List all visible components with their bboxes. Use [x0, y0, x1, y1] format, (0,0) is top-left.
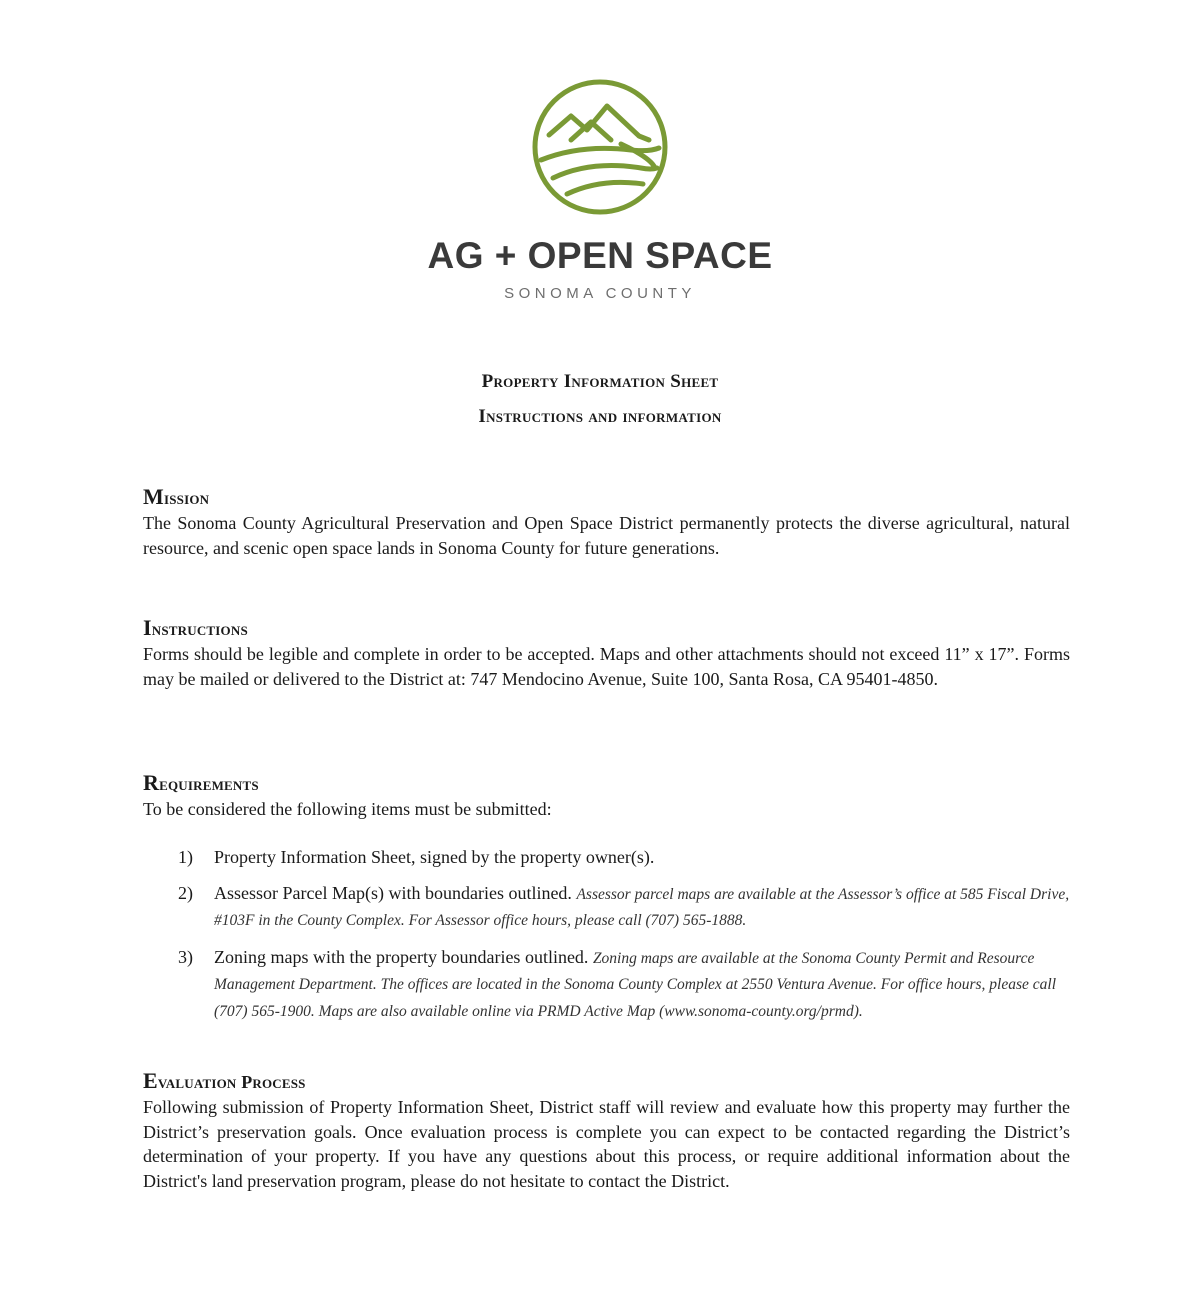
- hills-emblem-icon: [531, 78, 669, 216]
- mission-section: [143, 484, 1070, 560]
- list-number: 2): [178, 882, 193, 903]
- list-item-text: Property Information Sheet, signed by the property owner(s).: [214, 847, 655, 867]
- instructions-text: Forms should be legible and complete in order to be accepted. Maps and other attachments should not exceed 11” x 17”. Forms may be mailed or delivered to the District at: 747 Mendocino Avenue, Suite 100, Santa Rosa, CA 95401-4850.: [143, 644, 1070, 689]
- document-title-line1: Property Information Sheet: [481, 371, 719, 392]
- document-title-line2: Instructions and information: [478, 406, 722, 427]
- list-number: 3): [178, 946, 193, 967]
- evaluation-heading: Evaluation Process: [143, 1068, 306, 1093]
- requirements-list: [178, 845, 1073, 1035]
- mission-text: The Sonoma County Agricultural Preservation and Open Space District permanently protects the diverse agricultural, natural resource, and scenic open space lands in Sonoma County for future generations.: [143, 513, 1070, 558]
- list-item-text: Assessor Parcel Map(s) with boundaries outlined.: [214, 882, 572, 903]
- list-number: 1): [178, 847, 193, 867]
- list-item-note: Zoning maps are available at the Sonoma County Permit and Resource Management Department. The offices are located in the Sonoma County Complex at 2550 Ventura Avenue. For office hours, please call (707) 565-1900. Maps are also available online via PRMD Active Map (www.sonoma-county.org/prmd).: [214, 949, 1057, 1020]
- requirements-section: [143, 770, 1070, 822]
- logo: [0, 78, 1200, 303]
- list-item-text: Zoning maps with the property boundaries outlined.: [214, 946, 589, 967]
- list-item: [178, 881, 1073, 934]
- logo-subtitle: SONOMA COUNTY: [504, 285, 696, 302]
- list-item: [178, 845, 1073, 870]
- logo-wordmark: AG + OPEN SPACE: [427, 235, 773, 276]
- mission-heading: Mission: [143, 484, 210, 509]
- evaluation-section: [143, 1068, 1070, 1193]
- list-item: [178, 945, 1073, 1025]
- requirements-heading: Requirements: [143, 770, 259, 795]
- evaluation-text: Following submission of Property Information Sheet, District staff will review and evaluate how this property may further the District’s preservation goals. Once evaluation process is complete you can expect to be contacted regarding the District’s determination of your property. If you have any questions about this process, or require additional information about the District's land preservation program, please do not hesitate to contact the District.: [143, 1097, 1070, 1191]
- instructions-section: [143, 615, 1070, 691]
- requirements-intro: To be considered the following items must be submitted:: [143, 799, 552, 819]
- instructions-heading: Instructions: [143, 615, 248, 640]
- list-item-note: Assessor parcel maps are available at the Assessor’s office at 585 Fiscal Drive, #103F in the County Complex. For Assessor office hours, please call (707) 565-1888.: [214, 885, 1070, 929]
